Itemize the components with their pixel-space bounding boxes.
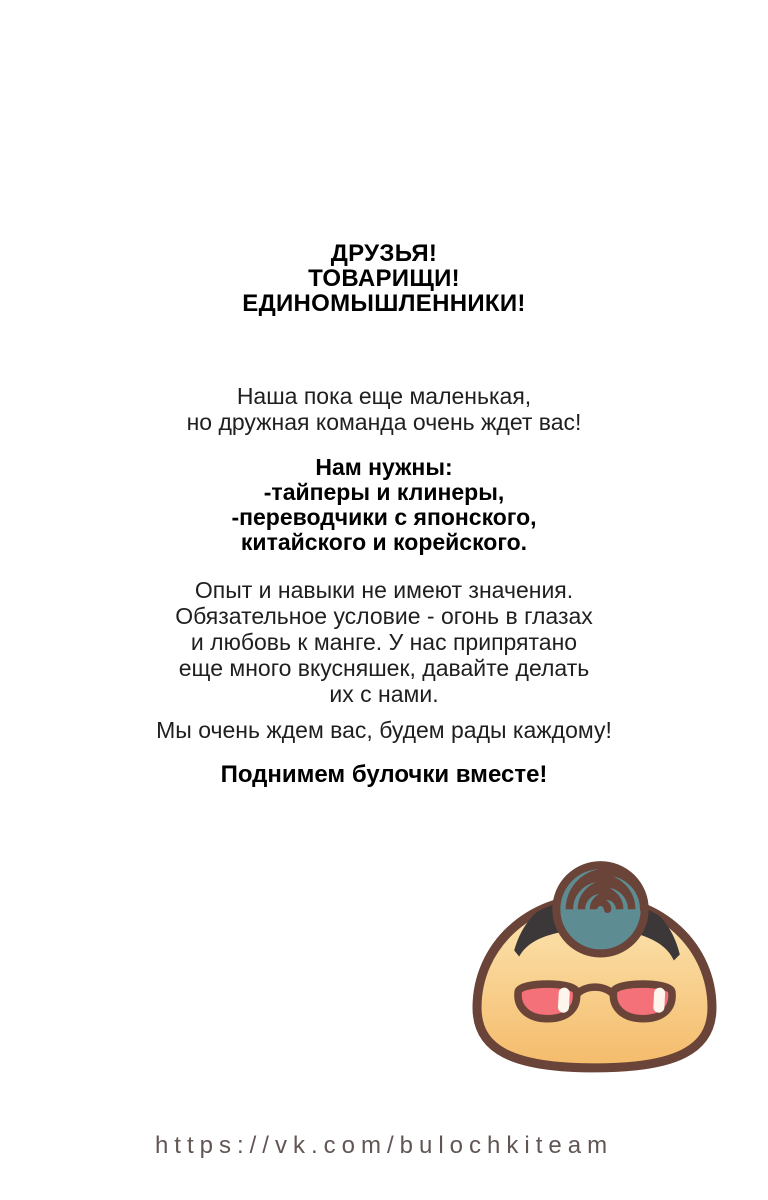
needs-item-translators: -переводчики с японского,	[231, 504, 537, 530]
heading-line-3: ЕДИНОМЫШЛЕННИКИ!	[242, 290, 526, 317]
needs-title: Нам нужны:	[315, 454, 453, 480]
team-url: https://vk.com/bulochkiteam	[154, 1132, 614, 1159]
mascot-lens-highlight-right	[653, 987, 665, 1013]
needs-item-translators-2: китайского и корейского.	[240, 529, 528, 555]
details-paragraph	[0, 577, 768, 707]
intro-paragraph	[0, 383, 768, 435]
heading-line-1: ДРУЗЬЯ!	[330, 240, 438, 267]
needs-list	[0, 455, 768, 555]
details-line-5: их с нами.	[329, 681, 439, 707]
mascot-lens-highlight-left	[558, 987, 570, 1013]
slogan-line: Поднимем булочки вместе!	[220, 761, 548, 788]
details-line-2: Обязательное условие - огонь в глазах	[175, 603, 593, 629]
details-line-4: еще много вкусняшек, давайте делать	[178, 655, 590, 681]
page-title	[0, 241, 768, 316]
details-line-1: Опыт и навыки не имеют значения.	[194, 577, 574, 603]
details-line-3: и любовь к манге. У нас припрятано	[190, 629, 578, 655]
heading-line-2: ТОВАРИЩИ!	[308, 265, 460, 292]
intro-line-2: но дружная команда очень ждет вас!	[186, 409, 582, 435]
intro-line-1: Наша пока еще маленькая,	[236, 383, 532, 409]
needs-item-typers-cleaners: -тайперы и клинеры,	[263, 479, 505, 505]
bun-mascot	[472, 860, 718, 1074]
welcome-line: Мы очень ждем вас, будем рады каждому!	[156, 717, 612, 743]
